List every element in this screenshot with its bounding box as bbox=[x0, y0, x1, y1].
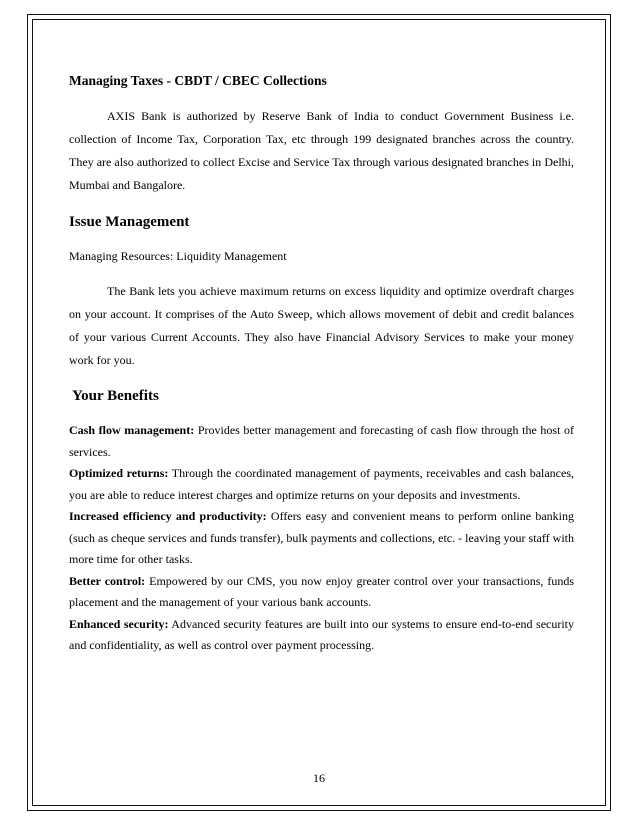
section-issue-paragraph: The Bank lets you achieve maximum returns on excess liquidity and optimize overdraft charges on your account. It comprises of the Auto Sweep, which allows movement of debit and credit balances of your various Current Accounts. They also have Financial Advisory Services to make your money work for you. bbox=[69, 284, 574, 367]
benefit-title: Enhanced security: bbox=[69, 616, 169, 631]
page-number: 16 bbox=[313, 771, 325, 785]
benefit-item bbox=[69, 463, 574, 506]
section-issue-heading: Issue Management bbox=[69, 214, 190, 230]
benefit-title: Better control: bbox=[69, 573, 146, 588]
benefit-item bbox=[69, 571, 574, 614]
section-taxes-paragraph: AXIS Bank is authorized by Reserve Bank of India to conduct Government Business i.e. collection of Income Tax, Corporation Tax, etc through 199 designated branches across the country. They are also authorized to collect Excise and Service Tax through various designated branches in Delhi, Mumbai and Bangalore. bbox=[69, 109, 574, 192]
benefit-text: Through the coordinated management of payments, receivables and cash balances, you are able to reduce interest charges and optimize returns on your deposits and investments. bbox=[69, 466, 575, 502]
section-benefits-heading: Your Benefits bbox=[72, 388, 159, 404]
benefit-text: Advanced security features are built into our systems to ensure end-to-end security and confidentiality, as well as control over payment processing. bbox=[69, 616, 575, 652]
section-taxes bbox=[69, 72, 574, 197]
section-taxes-heading: Managing Taxes - CBDT / CBEC Collections bbox=[69, 73, 327, 88]
benefit-text: Empowered by our CMS, you now enjoy greater control over your transactions, funds placement and the management of your various bank accounts. bbox=[69, 573, 574, 609]
benefit-text: Provides better management and forecasting of cash flow through the host of services. bbox=[69, 423, 575, 459]
benefit-item bbox=[69, 506, 574, 571]
benefit-text: Offers easy and convenient means to perform online banking (such as cheque services and funds transfer), bulk payments and collections, etc. - leaving your staff with more time for other tasks. bbox=[69, 509, 575, 566]
section-issue-management bbox=[69, 212, 574, 372]
benefit-title: Increased efficiency and productivity: bbox=[69, 509, 267, 523]
page-content bbox=[69, 72, 574, 657]
benefit-item bbox=[69, 614, 574, 657]
benefit-title: Cash flow management: bbox=[69, 423, 195, 437]
benefit-item bbox=[69, 420, 574, 463]
section-issue-subheading: Managing Resources: Liquidity Management bbox=[69, 249, 287, 263]
benefit-title: Optimized returns: bbox=[69, 466, 169, 480]
section-benefits bbox=[69, 386, 574, 657]
